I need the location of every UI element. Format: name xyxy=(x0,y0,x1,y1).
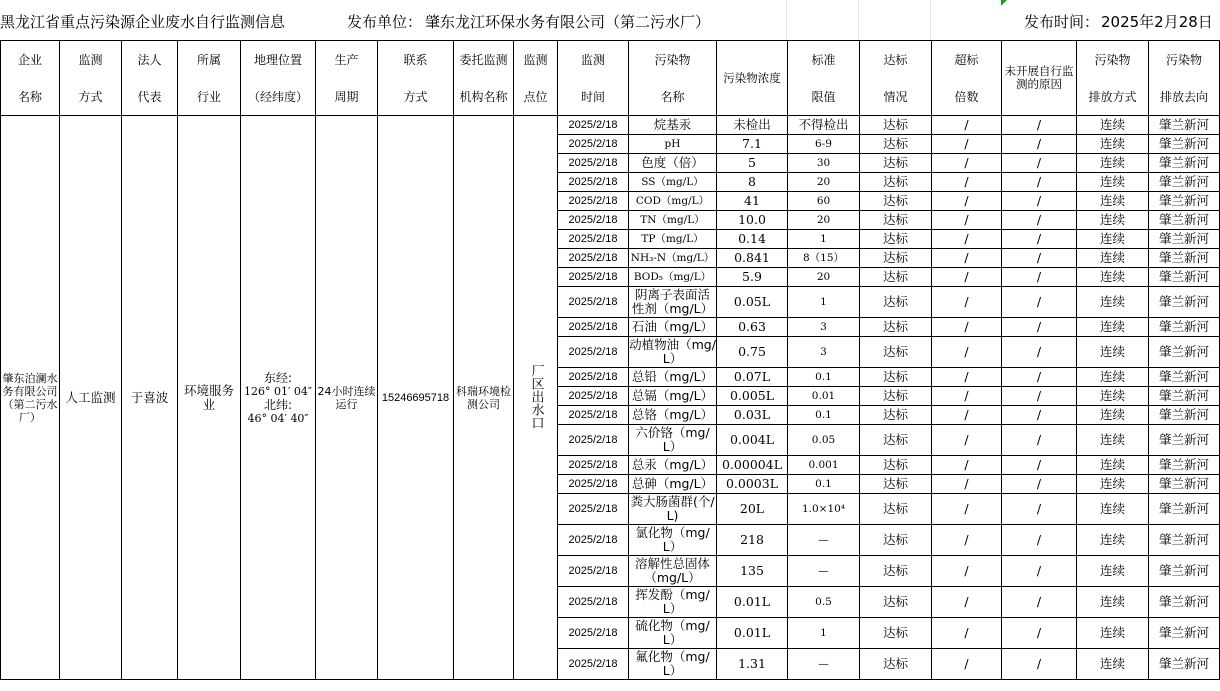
compliance-status: 达标 xyxy=(860,618,932,649)
standard-limit: — xyxy=(788,556,860,587)
pollutant-concentration: 0.75 xyxy=(717,337,788,368)
column-header-bottom: 点位 xyxy=(514,78,558,116)
discharge-method: 连续 xyxy=(1077,456,1149,475)
column-header-bottom: 限值 xyxy=(788,78,860,116)
pollutant-name: BOD₅（mg/L） xyxy=(629,268,717,287)
standard-limit: 3 xyxy=(788,337,860,368)
pollutant-concentration: 135 xyxy=(717,556,788,587)
no-monitoring-reason: / xyxy=(1002,154,1077,173)
standard-limit: 0.1 xyxy=(788,368,860,387)
no-monitoring-reason: / xyxy=(1002,337,1077,368)
standard-limit: 8（15） xyxy=(788,249,860,268)
pollutant-concentration: 0.05L xyxy=(717,287,788,318)
pollutant-concentration: 0.00004L xyxy=(717,456,788,475)
monitoring-point xyxy=(514,116,558,680)
pollutant-concentration: 5.9 xyxy=(717,268,788,287)
no-monitoring-reason: / xyxy=(1002,475,1077,494)
no-monitoring-reason: / xyxy=(1002,230,1077,249)
exceed-multiple: / xyxy=(932,406,1002,425)
column-header: 未开展自行监测的原因 xyxy=(1002,41,1077,116)
discharge-method: 连续 xyxy=(1077,268,1149,287)
compliance-status: 达标 xyxy=(860,368,932,387)
discharge-destination: 肇兰新河 xyxy=(1149,387,1220,406)
pollutant-name: 总砷（mg/L） xyxy=(629,475,717,494)
monitoring-time: 2025/2/18 xyxy=(558,494,629,525)
report-title: 黑龙江省重点污染源企业废水自行监测信息 xyxy=(0,13,286,31)
monitoring-table xyxy=(0,40,1220,680)
exceed-multiple: / xyxy=(932,494,1002,525)
monitoring-time: 2025/2/18 xyxy=(558,406,629,425)
exceed-multiple: / xyxy=(932,618,1002,649)
no-monitoring-reason: / xyxy=(1002,387,1077,406)
discharge-destination: 肇兰新河 xyxy=(1149,649,1220,680)
north-latitude: 46° 04′ 40″ xyxy=(247,411,309,425)
exceed-multiple: / xyxy=(932,475,1002,494)
column-header-bottom: 排放去向 xyxy=(1149,78,1220,116)
compliance-status: 达标 xyxy=(860,230,932,249)
discharge-destination: 肇兰新河 xyxy=(1149,337,1220,368)
discharge-method: 连续 xyxy=(1077,318,1149,337)
pollutant-concentration: 0.01L xyxy=(717,587,788,618)
standard-limit: 不得检出 xyxy=(788,116,860,135)
standard-limit: 20 xyxy=(788,268,860,287)
compliance-status: 达标 xyxy=(860,135,932,154)
sheet-gridline xyxy=(930,0,931,40)
exceed-multiple: / xyxy=(932,192,1002,211)
monitoring-time: 2025/2/18 xyxy=(558,556,629,587)
monitoring-time: 2025/2/18 xyxy=(558,387,629,406)
monitoring-time: 2025/2/18 xyxy=(558,368,629,387)
pollutant-name: pH xyxy=(629,135,717,154)
no-monitoring-reason: / xyxy=(1002,649,1077,680)
compliance-status: 达标 xyxy=(860,556,932,587)
column-header-bottom: 代表 xyxy=(122,78,178,116)
monitoring-agency: 科瑞环境检测公司 xyxy=(454,116,514,680)
pollutant-name: 氯化物（mg/L） xyxy=(629,525,717,556)
monitoring-time: 2025/2/18 xyxy=(558,475,629,494)
publisher-name: 肇东龙江环保水务有限公司（第二污水厂） xyxy=(425,13,711,31)
pollutant-name: 六价铬（mg/L） xyxy=(629,425,717,456)
no-monitoring-reason: / xyxy=(1002,192,1077,211)
discharge-destination: 肇兰新河 xyxy=(1149,249,1220,268)
pollutant-concentration: 7.1 xyxy=(717,135,788,154)
pollutant-concentration: 0.004L xyxy=(717,425,788,456)
column-header-top: 联系 xyxy=(378,41,454,79)
compliance-status: 达标 xyxy=(860,494,932,525)
discharge-method: 连续 xyxy=(1077,387,1149,406)
column-header-top: 达标 xyxy=(860,41,932,79)
compliance-status: 达标 xyxy=(860,475,932,494)
exceed-multiple: / xyxy=(932,649,1002,680)
legal-representative: 于喜波 xyxy=(122,116,178,680)
column-header-bottom: 名称 xyxy=(629,78,717,116)
no-monitoring-reason: / xyxy=(1002,494,1077,525)
discharge-method: 连续 xyxy=(1077,525,1149,556)
publisher-label: 发布单位： xyxy=(347,13,423,31)
exceed-multiple: / xyxy=(932,556,1002,587)
no-monitoring-reason: / xyxy=(1002,211,1077,230)
column-header-top: 标准 xyxy=(788,41,860,79)
compliance-status: 达标 xyxy=(860,587,932,618)
standard-limit: 1 xyxy=(788,230,860,249)
monitoring-method: 人工监测 xyxy=(60,116,122,680)
standard-limit: 20 xyxy=(788,211,860,230)
monitoring-time: 2025/2/18 xyxy=(558,192,629,211)
discharge-method: 连续 xyxy=(1077,249,1149,268)
monitoring-time: 2025/2/18 xyxy=(558,211,629,230)
monitoring-time: 2025/2/18 xyxy=(558,318,629,337)
report-header xyxy=(0,0,1220,40)
monitoring-time: 2025/2/18 xyxy=(558,154,629,173)
pollutant-name: TN（mg/L） xyxy=(629,211,717,230)
pollutant-concentration: 0.07L xyxy=(717,368,788,387)
column-header-bottom: （经纬度） xyxy=(241,78,316,116)
pollutant-name: COD（mg/L） xyxy=(629,192,717,211)
standard-limit: 0.5 xyxy=(788,587,860,618)
pollutant-concentration: 0.841 xyxy=(717,249,788,268)
standard-limit: 0.001 xyxy=(788,456,860,475)
exceed-multiple: / xyxy=(932,387,1002,406)
monitoring-time: 2025/2/18 xyxy=(558,425,629,456)
monitoring-time: 2025/2/18 xyxy=(558,268,629,287)
no-monitoring-reason: / xyxy=(1002,287,1077,318)
pollutant-name: 粪大肠菌群(个/L) xyxy=(630,494,715,523)
monitoring-time: 2025/2/18 xyxy=(558,249,629,268)
exceed-multiple: / xyxy=(932,525,1002,556)
exceed-multiple: / xyxy=(932,173,1002,192)
compliance-status: 达标 xyxy=(860,173,932,192)
discharge-destination: 肇兰新河 xyxy=(1149,587,1220,618)
exceed-multiple: / xyxy=(932,287,1002,318)
discharge-destination: 肇兰新河 xyxy=(1149,268,1220,287)
monitoring-time: 2025/2/18 xyxy=(558,173,629,192)
standard-limit: 0.05 xyxy=(788,425,860,456)
monitoring-time: 2025/2/18 xyxy=(558,337,629,368)
pollutant-name: NH₃-N（mg/L） xyxy=(629,249,717,268)
discharge-method: 连续 xyxy=(1077,494,1149,525)
compliance-status: 达标 xyxy=(860,318,932,337)
no-monitoring-reason: / xyxy=(1002,525,1077,556)
column-header-bottom: 排放方式 xyxy=(1077,78,1149,116)
monitoring-time: 2025/2/18 xyxy=(558,587,629,618)
no-monitoring-reason: / xyxy=(1002,249,1077,268)
column-header-top: 监测 xyxy=(514,41,558,79)
compliance-status: 达标 xyxy=(860,456,932,475)
exceed-multiple: / xyxy=(932,456,1002,475)
no-monitoring-reason: / xyxy=(1002,456,1077,475)
column-header-top: 监测 xyxy=(558,41,629,79)
compliance-status: 达标 xyxy=(860,406,932,425)
column-header: 污染物浓度 xyxy=(717,41,788,116)
north-latitude-label: 北纬: xyxy=(263,397,293,412)
pollutant-concentration: 20L xyxy=(717,494,788,525)
compliance-status: 达标 xyxy=(860,525,932,556)
column-header-bottom: 倍数 xyxy=(932,78,1002,116)
publish-date: 2025年2月28日 xyxy=(1101,13,1213,31)
compliance-status: 达标 xyxy=(860,287,932,318)
column-header-bottom: 方式 xyxy=(60,78,122,116)
column-header-top: 企业 xyxy=(1,41,60,79)
pollutant-name: 总汞（mg/L） xyxy=(629,456,717,475)
column-header-top: 法人 xyxy=(122,41,178,79)
column-header-bottom: 名称 xyxy=(1,78,60,116)
standard-limit: 1.0×10⁴ xyxy=(788,494,860,525)
monitoring-time: 2025/2/18 xyxy=(558,456,629,475)
pollutant-name: 烷基汞 xyxy=(629,116,717,135)
discharge-destination: 肇兰新河 xyxy=(1149,425,1220,456)
column-header-bottom: 情况 xyxy=(860,78,932,116)
pollutant-name: 动植物油（mg/L） xyxy=(629,337,716,366)
discharge-destination: 肇兰新河 xyxy=(1149,475,1220,494)
monitoring-time: 2025/2/18 xyxy=(558,230,629,249)
discharge-method: 连续 xyxy=(1077,116,1149,135)
column-header-bottom: 行业 xyxy=(178,78,241,116)
column-header-top: 超标 xyxy=(932,41,1002,79)
pollutant-name: 石油（mg/L） xyxy=(629,318,717,337)
compliance-status: 达标 xyxy=(860,249,932,268)
column-header-bottom: 方式 xyxy=(378,78,454,116)
pollutant-name: 总镉（mg/L） xyxy=(629,387,717,406)
pollutant-name: TP（mg/L） xyxy=(629,230,717,249)
column-header-top: 所属 xyxy=(178,41,241,79)
no-monitoring-reason: / xyxy=(1002,618,1077,649)
monitoring-time: 2025/2/18 xyxy=(558,135,629,154)
pollutant-concentration: 10.0 xyxy=(717,211,788,230)
compliance-status: 达标 xyxy=(860,116,932,135)
pollutant-name: 硫化物（mg/L） xyxy=(629,618,717,649)
standard-limit: 0.01 xyxy=(788,387,860,406)
column-header-top: 污染物 xyxy=(1149,41,1220,79)
pollutant-name: 色度（倍） xyxy=(629,154,717,173)
column-header-top: 污染物 xyxy=(1077,41,1149,79)
exceed-multiple: / xyxy=(932,337,1002,368)
discharge-method: 连续 xyxy=(1077,475,1149,494)
discharge-method: 连续 xyxy=(1077,154,1149,173)
standard-limit: 1 xyxy=(788,287,860,318)
discharge-method: 连续 xyxy=(1077,135,1149,154)
standard-limit: — xyxy=(788,649,860,680)
discharge-method: 连续 xyxy=(1077,192,1149,211)
pollutant-name: SS（mg/L） xyxy=(629,173,717,192)
discharge-destination: 肇兰新河 xyxy=(1149,287,1220,318)
discharge-method: 连续 xyxy=(1077,556,1149,587)
pollutant-concentration: 0.01L xyxy=(717,618,788,649)
exceed-multiple: / xyxy=(932,318,1002,337)
no-monitoring-reason: / xyxy=(1002,368,1077,387)
standard-limit: — xyxy=(788,525,860,556)
column-header-top: 地理位置 xyxy=(241,41,316,79)
standard-limit: 0.1 xyxy=(788,406,860,425)
pollutant-concentration: 41 xyxy=(717,192,788,211)
pollutant-name: 总铬（mg/L） xyxy=(629,406,717,425)
pollutant-name: 溶解性总固体（mg/L） xyxy=(629,556,717,587)
standard-limit: 6-9 xyxy=(788,135,860,154)
contact-phone: 15246695718 xyxy=(378,116,454,680)
exceed-multiple: / xyxy=(932,587,1002,618)
pollutant-concentration: 0.005L xyxy=(717,387,788,406)
discharge-method: 连续 xyxy=(1077,406,1149,425)
exceed-multiple: / xyxy=(932,211,1002,230)
monitoring-time: 2025/2/18 xyxy=(558,618,629,649)
exceed-multiple: / xyxy=(932,116,1002,135)
discharge-method: 连续 xyxy=(1077,173,1149,192)
no-monitoring-reason: / xyxy=(1002,556,1077,587)
compliance-status: 达标 xyxy=(860,192,932,211)
publish-date-label: 发布时间： xyxy=(1024,13,1100,31)
exceed-multiple: / xyxy=(932,425,1002,456)
standard-limit: 30 xyxy=(788,154,860,173)
column-header-bottom: 时间 xyxy=(558,78,629,116)
no-monitoring-reason: / xyxy=(1002,268,1077,287)
pollutant-name: 挥发酚（mg/L） xyxy=(629,587,717,618)
discharge-method: 连续 xyxy=(1077,368,1149,387)
discharge-method: 连续 xyxy=(1077,649,1149,680)
sheet-gridline xyxy=(786,0,787,40)
no-monitoring-reason: / xyxy=(1002,135,1077,154)
monitoring-point-text: 厂区出水口 xyxy=(528,363,544,429)
discharge-destination: 肇兰新河 xyxy=(1149,456,1220,475)
east-longitude-label: 东经: xyxy=(263,370,293,385)
table-body xyxy=(1,116,1220,680)
pollutant-concentration: 0.0003L xyxy=(717,475,788,494)
discharge-method: 连续 xyxy=(1077,230,1149,249)
pollutant-concentration: 5 xyxy=(717,154,788,173)
pollutant-concentration: 0.14 xyxy=(717,230,788,249)
pollutant-name: 阴离子表面活性剂（mg/L） xyxy=(629,287,717,318)
no-monitoring-reason: / xyxy=(1002,318,1077,337)
column-header-top: 生产 xyxy=(316,41,378,79)
standard-limit: 20 xyxy=(788,173,860,192)
discharge-destination: 肇兰新河 xyxy=(1149,192,1220,211)
discharge-method: 连续 xyxy=(1077,337,1149,368)
discharge-destination: 肇兰新河 xyxy=(1149,230,1220,249)
compliance-status: 达标 xyxy=(860,387,932,406)
east-longitude: 126° 01′ 04″ xyxy=(243,384,313,398)
discharge-destination: 肇兰新河 xyxy=(1149,173,1220,192)
no-monitoring-reason: / xyxy=(1002,406,1077,425)
pollutant-concentration: 未检出 xyxy=(717,116,788,135)
discharge-destination: 肇兰新河 xyxy=(1149,494,1220,525)
exceed-multiple: / xyxy=(932,368,1002,387)
discharge-destination: 肇兰新河 xyxy=(1149,211,1220,230)
production-cycle: 24小时连续运行 xyxy=(316,116,378,680)
exceed-multiple: / xyxy=(932,249,1002,268)
pollutant-concentration: 1.31 xyxy=(717,649,788,680)
discharge-destination: 肇兰新河 xyxy=(1149,618,1220,649)
monitoring-time: 2025/2/18 xyxy=(558,525,629,556)
discharge-method: 连续 xyxy=(1077,425,1149,456)
standard-limit: 1 xyxy=(788,618,860,649)
no-monitoring-reason: / xyxy=(1002,173,1077,192)
discharge-destination: 肇兰新河 xyxy=(1149,154,1220,173)
discharge-destination: 肇兰新河 xyxy=(1149,525,1220,556)
compliance-status: 达标 xyxy=(860,268,932,287)
pollutant-name: 总铅（mg/L） xyxy=(629,368,717,387)
discharge-destination: 肇兰新河 xyxy=(1149,556,1220,587)
discharge-destination: 肇兰新河 xyxy=(1149,116,1220,135)
compliance-status: 达标 xyxy=(860,337,932,368)
discharge-method: 连续 xyxy=(1077,211,1149,230)
exceed-multiple: / xyxy=(932,268,1002,287)
exceed-multiple: / xyxy=(932,135,1002,154)
discharge-method: 连续 xyxy=(1077,618,1149,649)
exceed-multiple: / xyxy=(932,154,1002,173)
exceed-multiple: / xyxy=(932,230,1002,249)
pollutant-concentration: 8 xyxy=(717,173,788,192)
no-monitoring-reason: / xyxy=(1002,425,1077,456)
no-monitoring-reason: / xyxy=(1002,116,1077,135)
column-header-bottom: 机构名称 xyxy=(454,78,514,116)
pollutant-concentration: 0.63 xyxy=(717,318,788,337)
discharge-destination: 肇兰新河 xyxy=(1149,406,1220,425)
enterprise-name: 肇东泊澜水务有限公司（第二污水厂） xyxy=(1,116,60,680)
discharge-method: 连续 xyxy=(1077,587,1149,618)
monitoring-time: 2025/2/18 xyxy=(558,287,629,318)
discharge-method: 连续 xyxy=(1077,287,1149,318)
pollutant-concentration: 0.03L xyxy=(717,406,788,425)
column-header-top: 监测 xyxy=(60,41,122,79)
discharge-destination: 肇兰新河 xyxy=(1149,318,1220,337)
table-header xyxy=(1,41,1220,116)
pollutant-name: 氟化物（mg/L） xyxy=(629,649,717,680)
standard-limit: 0.1 xyxy=(788,475,860,494)
geo-location xyxy=(241,116,316,680)
table-row xyxy=(1,116,1220,135)
pollutant-concentration: 218 xyxy=(717,525,788,556)
compliance-status: 达标 xyxy=(860,425,932,456)
discharge-destination: 肇兰新河 xyxy=(1149,368,1220,387)
column-header-bottom: 周期 xyxy=(316,78,378,116)
standard-limit: 3 xyxy=(788,318,860,337)
standard-limit: 60 xyxy=(788,192,860,211)
compliance-status: 达标 xyxy=(860,211,932,230)
column-header-top: 委托监测 xyxy=(454,41,514,79)
discharge-destination: 肇兰新河 xyxy=(1149,135,1220,154)
cell-comment-marker xyxy=(1001,0,1007,6)
industry: 环境服务业 xyxy=(178,116,241,680)
compliance-status: 达标 xyxy=(860,649,932,680)
compliance-status: 达标 xyxy=(860,154,932,173)
monitoring-time: 2025/2/18 xyxy=(558,649,629,680)
no-monitoring-reason: / xyxy=(1002,587,1077,618)
column-header-top: 污染物 xyxy=(629,41,717,79)
monitoring-time: 2025/2/18 xyxy=(558,116,629,135)
sheet-gridline xyxy=(858,0,859,40)
